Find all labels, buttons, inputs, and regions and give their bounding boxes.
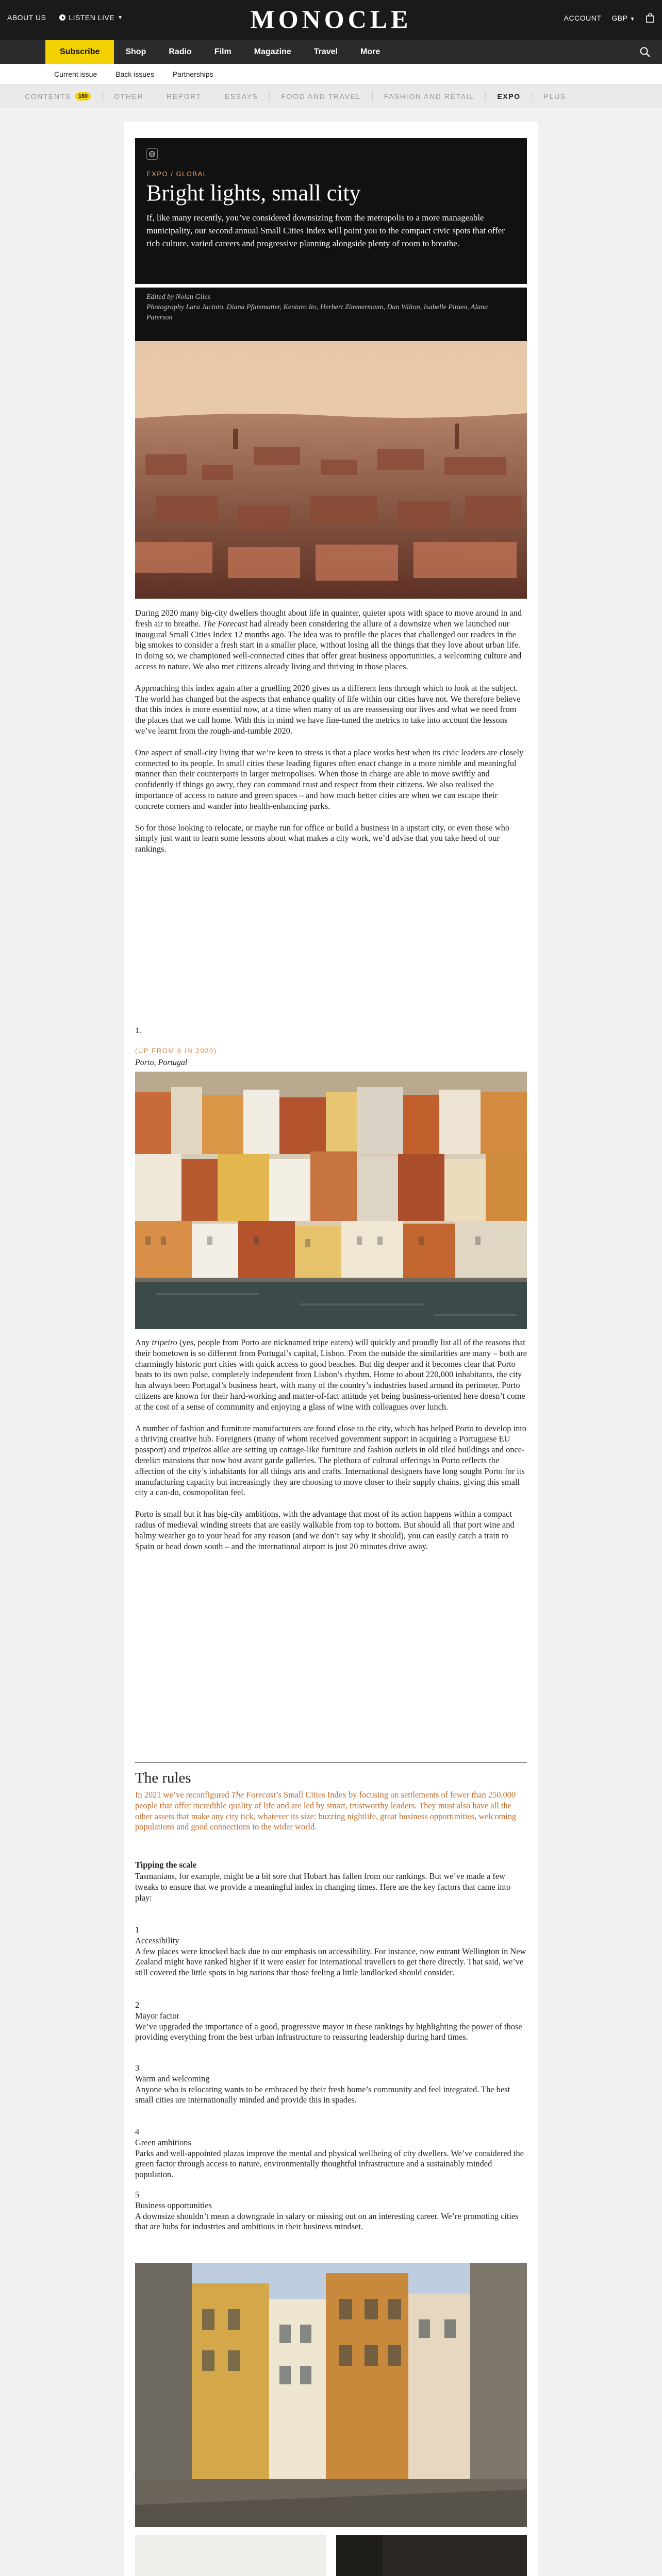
porto-paragraph-1 — [135, 1337, 527, 1413]
monocle-logo[interactable]: MONOCLE — [250, 5, 412, 33]
bag-icon[interactable] — [646, 13, 655, 23]
forecast-title: The Forecast — [231, 1790, 276, 1800]
chevron-down-icon: ▼ — [118, 14, 123, 21]
globe-icon — [146, 148, 158, 160]
nav-travel[interactable]: Travel — [313, 47, 338, 56]
account-link[interactable]: ACCOUNT — [564, 14, 602, 22]
top-bar — [0, 0, 662, 40]
intro-paragraph-2: Approaching this index again after a gruelling 2020 gives us a different lens through which to look at the subject. The world has changed but the aspects that enhance quality of life within our cities have not. We therefore believe that this index is more essential now, at a time when many of us are reassessing our lives and what we need from the places that we call home. With this in mind we have fine-tuned the metrics to take into account the lessons we’ve learnt from the rough-and-tumble 2020. — [135, 683, 521, 736]
section-other[interactable]: OTHER — [103, 91, 155, 101]
factor-title: Warm and welcoming — [135, 2073, 210, 2083]
main-nav — [0, 40, 662, 64]
porto-paragraph-2 — [135, 1423, 527, 1499]
aerial-city-photo — [135, 341, 527, 599]
article-intro — [135, 608, 527, 866]
search-icon[interactable] — [639, 46, 651, 60]
factor-text: We’ve upgraded the importance of a good, progressive mayor in these rankings by highlighting the power of those providing everything from the best urban infrastructure to reassuring leadership during hard times. — [135, 2021, 522, 2042]
article-deck: If, like many recently, you’ve considered downsizing from the metropolis to a more manageable municipality, our second annual Small Cities Index will point you to the compact civic spots that offer rich culture, varied careers and progressive planning alongside plenty of room to breathe. — [146, 213, 505, 248]
rules-intro-end: ’s Small Cities Index by focusing on settlements of fewer than 250,000 people that offer incredible quality of life and are led by smart, trustworthy leaders. They must also have all the other assets that make any city tick, whatever its size: buzzing nightlife, great business opportunities, welcoming populations and good connections to the wider world. — [135, 1790, 517, 1832]
section-nav — [0, 84, 662, 108]
factor-number: 5 — [135, 2190, 140, 2199]
factor-text: Anyone who is relocating wants to be embraced by their fresh home’s community and feel integrated. The best small cities are internationally minded and provide this in spades. — [135, 2084, 510, 2105]
nav-shop[interactable]: Shop — [125, 47, 146, 56]
editor-credit: Edited by Nolan Giles — [146, 293, 211, 301]
section-report[interactable]: REPORT — [155, 91, 213, 101]
chevron-down-icon: ▼ — [630, 16, 635, 22]
rank1-body — [135, 1337, 527, 1563]
article-title: Bright lights, small city — [146, 180, 361, 206]
article-hero — [135, 138, 527, 284]
currency-label: GBP — [611, 14, 628, 22]
factor-title: Business opportunities — [135, 2200, 212, 2210]
woman-portrait-photo — [336, 2535, 527, 2576]
about-us-link[interactable]: ABOUT US — [7, 13, 46, 22]
subnav-back-issues[interactable]: Back issues — [115, 70, 154, 78]
section-food-and-travel[interactable]: FOOD AND TRAVEL — [270, 91, 372, 101]
rules-heading: The rules — [135, 1762, 527, 1787]
article-credits — [135, 287, 527, 341]
intro-p1-end: had already been considering the allure of a downsize when we launched our inaugural Small Cities Index 12 months ago. The idea was to profile the places that challenged our readers in the big smokes to consider a fresh start in a smaller place, without losing all the things that they love about urban life. In doing so, we championed well-connected cities that offer great business opportunities, a welcoming culture and access to nature. We also met citizens already living and thriving in those places. — [135, 618, 522, 671]
man-portrait-photo — [135, 2535, 326, 2576]
factor-number: 2 — [135, 2000, 140, 2010]
factor-title: Mayor factor — [135, 2010, 180, 2021]
porto-street-photo — [135, 2263, 527, 2527]
section-plus[interactable]: PLUS — [543, 92, 566, 100]
nav-radio[interactable]: Radio — [169, 47, 192, 56]
tripeiros-term: tripeiros — [182, 1445, 211, 1455]
section-fashion-and-retail[interactable]: FASHION AND RETAIL — [373, 91, 486, 101]
porto-paragraph-3: Porto is small but it has big-city ambitions, with the advantage that most of its action happens within a compact radius of medieval winding streets that are easily walkable from top to bottom. But should all that port wine and balmy weather go to your head for any reason (and we don’t say why it should), you can easily catch a train to Spain or head down south – and the international airport is just 20 minutes drive away. — [135, 1509, 515, 1551]
factor-title: Accessibility — [135, 1935, 179, 1945]
section-contents-label: CONTENTS — [25, 92, 71, 100]
issue-badge: 160 — [75, 92, 91, 100]
porto-p2-start: A number of fashion and furniture manufacturers are found close to the city, which has helped Porto to develop into a thriving creative hub. Foreigners (many of whom received government support in acquiring a Portuguese EU passport) and — [135, 1423, 527, 1455]
currency-selector[interactable] — [611, 14, 635, 22]
tipping-scale-intro: Tasmanians, for example, might be a bit sore that Hobart has fallen from our rankings. But we’ve made a few tweaks to ensure that we provide a meaningful index in changing times. Here are the key factors that came into play: — [135, 1871, 511, 1903]
listen-live-label: LISTEN LIVE — [69, 13, 115, 22]
porto-riverside-photo — [135, 1072, 527, 1329]
subnav-current-issue[interactable]: Current issue — [54, 70, 97, 78]
factor-item — [135, 2127, 527, 2180]
section-contents[interactable] — [13, 91, 103, 101]
intro-p1-start: During 2020 many big-city dwellers thought about life in quainter, quieter spots with space to move around in and fresh air to breathe. — [135, 608, 522, 629]
rank-number: 1. — [135, 1026, 141, 1035]
factor-title: Green ambitions — [135, 2137, 191, 2147]
rank-change: (UP FROM 6 IN 2020) — [135, 1047, 217, 1055]
factor-number: 3 — [135, 2063, 140, 2073]
porto-p2-end: alike are setting up cottage-like furniture and fashion outlets in old tiled buildings and once-derelict mansions that now host avant garde galleries. The plethora of cultural offerings in Porto reflects the affection of the city’s inhabitants for all things arts and crafts. International designers have long sought Porto for its manufacturing capacity but increasingly they are choosing to move closer to their supply chains, giving this small city a can-do, cosmopolitan feel. — [135, 1445, 525, 1498]
rules-intro — [135, 1790, 527, 1833]
tripeiro-term: tripeiro — [152, 1337, 177, 1347]
factor-text: A few places were knocked back due to our emphasis on accessibility. For instance, now entrant Wellington in New Zealand might have ranked higher if it were easier for international travellers to get there directly. That said, we’ve still covered the little spots in big nations that those feeling a little landlocked should consider. — [135, 1946, 526, 1978]
top-right-links — [564, 13, 655, 23]
intro-paragraph-3: One aspect of small-city living that we’re keen to stress is that a place works best when its civic leaders are closely connected to its people. In small cities these leading figures often enact change in a more nimble and meaningful manner than their counterparts in larger metropolises. When those in charge are able to move swiftly and confidently if things go awry, they can command trust and respect from their citizens. We also realised the importance of access to nature and green spaces – and how much better cities are when we can escape their concrete corners and wander into health-enhancing parks. — [135, 747, 524, 811]
article-kicker[interactable]: EXPO / GLOBAL — [146, 170, 208, 178]
factor-item — [135, 2063, 527, 2106]
photography-credit: Photography Lara Jacinto, Diana Pfammatter, Kentaro Ito, Herbert Zimmermann, Dan Wilton, Isabelle Pitaeo, Alana Paterson — [146, 303, 488, 321]
nav-magazine[interactable]: Magazine — [254, 47, 291, 56]
tipping-scale-heading: Tipping the scale — [135, 1860, 197, 1870]
subnav-partnerships[interactable]: Partnerships — [172, 70, 213, 78]
porto-p1-end: (yes, people from Porto are nicknamed tripe eaters) will quickly and proudly list all of the reasons that their hometown is so different from Portugal’s capital, Lisbon. From the outside the similarities are many – both are charmingly historic port cities with quick access to good beaches. But dig deeper and it becomes clear that Porto beats to its own pulse, completely independent from Lisbon’s rhythm. Home to about 220,000 inhabitants, the city has always been Portugal’s business heart, with many of the country’s industries based around its perimeter. Porto citizens are known for their hard-working and matter-of-fact attitude yet being business-oriented here doesn’t come at the cost of a sense of community and enjoying a glass of wine with colleagues over lunch. — [135, 1337, 527, 1412]
forecast-title: The Forecast — [203, 618, 247, 629]
section-expo[interactable]: EXPO — [486, 91, 532, 101]
nav-more[interactable]: More — [360, 47, 380, 56]
factor-text: Parks and well-appointed plazas improve the mental and physical wellbeing of city dwellers. We’ve considered the green factor through access to nature, environmentally thoughtful infrastructure and a sustainably minded population. — [135, 2148, 524, 2180]
factor-number: 1 — [135, 1925, 140, 1935]
factor-number: 4 — [135, 2127, 140, 2137]
nav-subscribe[interactable]: Subscribe — [45, 40, 114, 64]
factor-item — [135, 2000, 527, 2043]
porto-p1-start: Any — [135, 1337, 152, 1347]
factor-item — [135, 1925, 527, 1978]
factor-text: A downsize shouldn’t mean a downgrade in salary or missing out on an interesting career. We’re promoting cities that are hubs for industries and ambitious in their business mindset. — [135, 2211, 519, 2232]
rules-intro-start: In 2021 we’ve reconfigured — [135, 1790, 231, 1800]
section-essays[interactable]: ESSAYS — [213, 91, 270, 101]
magazine-subnav — [0, 64, 662, 84]
factor-item — [135, 2190, 527, 2232]
intro-paragraph-4: So for those looking to relocate, or maybe run for office or build a business in a upstart city, or even those who simply just want to learn some lessons about what makes a city work, we’d advise that you take heed of our rankings. — [135, 822, 510, 854]
rank-city: Porto, Portugal — [135, 1058, 188, 1067]
intro-paragraph-1 — [135, 608, 527, 672]
nav-film[interactable]: Film — [214, 47, 231, 56]
